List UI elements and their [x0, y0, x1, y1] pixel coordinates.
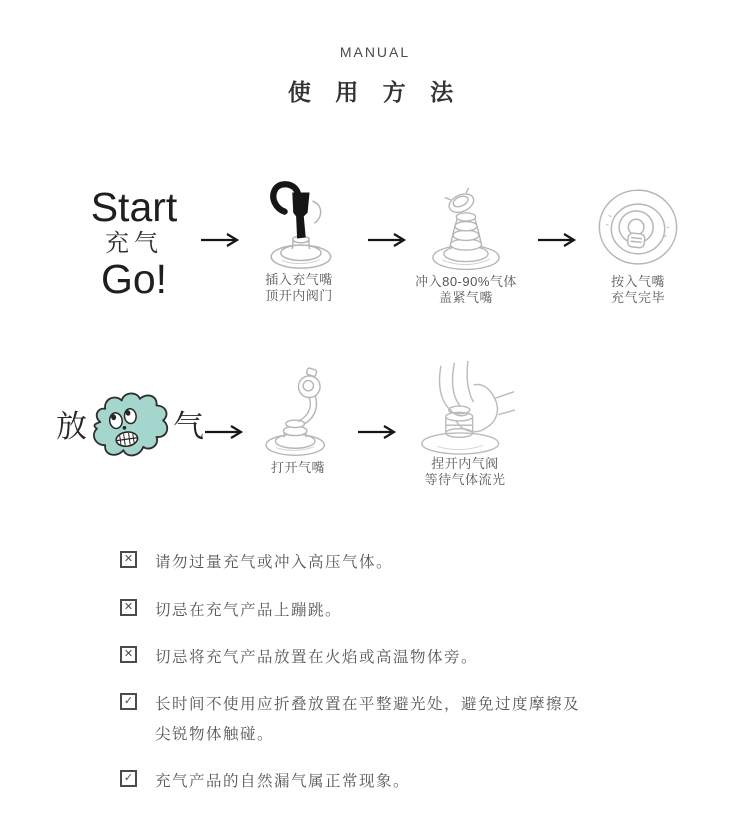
inflate-logo [78, 186, 190, 301]
crossed-box-icon: ✕ [120, 646, 137, 663]
inflate-logo-line1: Start [90, 184, 178, 230]
deflate-logo [54, 384, 206, 470]
warning-text: 切忌将充气产品放置在火焰或高温物体旁。 [155, 649, 479, 666]
step-caption [250, 460, 346, 476]
caption-line2: 盖紧气嘴 [438, 290, 493, 305]
caption-line1: 按入气嘴 [610, 274, 665, 289]
inflate-logo-line2: 充气 [105, 230, 163, 257]
warning-item [120, 690, 587, 750]
inflate-step-1 [246, 180, 352, 304]
deflate-step-1 [250, 366, 346, 476]
caption-line2: 充气完毕 [610, 290, 665, 305]
valve-cap-opened-icon [255, 366, 341, 460]
hand-pinching-valve-icon [412, 360, 518, 456]
valve-pressed-top-view-icon [588, 182, 688, 274]
step-caption [406, 274, 526, 306]
deflate-logo-prefix: 放 [56, 409, 87, 444]
step-caption [404, 456, 526, 488]
warning-text: 充气产品的自然漏气属正常现象。 [155, 773, 411, 790]
air-cloud-face-icon [87, 387, 173, 467]
arrow-right-icon [356, 423, 398, 441]
page-title: 使 用 方 法 [287, 79, 463, 105]
crossed-box-icon: ✕ [120, 551, 137, 568]
caption-line1: 捏开内气阀 [431, 456, 499, 471]
checked-box-icon: ✓ [120, 693, 137, 710]
caption-line2: 等待气体流光 [424, 472, 506, 487]
inflate-logo-line3: Go! [100, 256, 168, 302]
capped-valve-cone-icon [414, 182, 518, 274]
caption-line1: 打开气嘴 [270, 460, 325, 475]
inflate-step-2 [406, 182, 526, 306]
warning-text: 长时间不使用应折叠放置在平整避光处，避免过度摩擦及尖锐物体触碰。 [155, 696, 581, 743]
step-caption [246, 272, 352, 304]
warning-item [120, 643, 478, 673]
manual-eyebrow: MANUAL [339, 44, 411, 60]
arrow-right-icon [203, 423, 245, 441]
checked-box-icon: ✓ [120, 770, 137, 787]
caption-line1: 冲入80-90%气体 [415, 274, 517, 289]
warning-item [120, 596, 342, 626]
warning-text: 切忌在充气产品上蹦跳。 [155, 602, 343, 619]
warning-text: 请勿过量充气或冲入高压气体。 [155, 554, 394, 571]
arrow-right-icon [199, 231, 241, 249]
deflate-step-2 [404, 360, 526, 488]
warning-item [120, 548, 393, 578]
step-caption [582, 274, 694, 306]
pump-nozzle-in-valve-icon [249, 180, 349, 272]
deflate-logo-suffix: 气 [173, 409, 204, 444]
inflate-step-3 [582, 182, 694, 306]
caption-line2: 顶开内阀门 [265, 288, 333, 303]
arrow-right-icon [366, 231, 408, 249]
arrow-right-icon [536, 231, 578, 249]
crossed-box-icon: ✕ [120, 599, 137, 616]
caption-line1: 插入充气嘴 [265, 272, 333, 287]
warning-item [120, 767, 410, 797]
